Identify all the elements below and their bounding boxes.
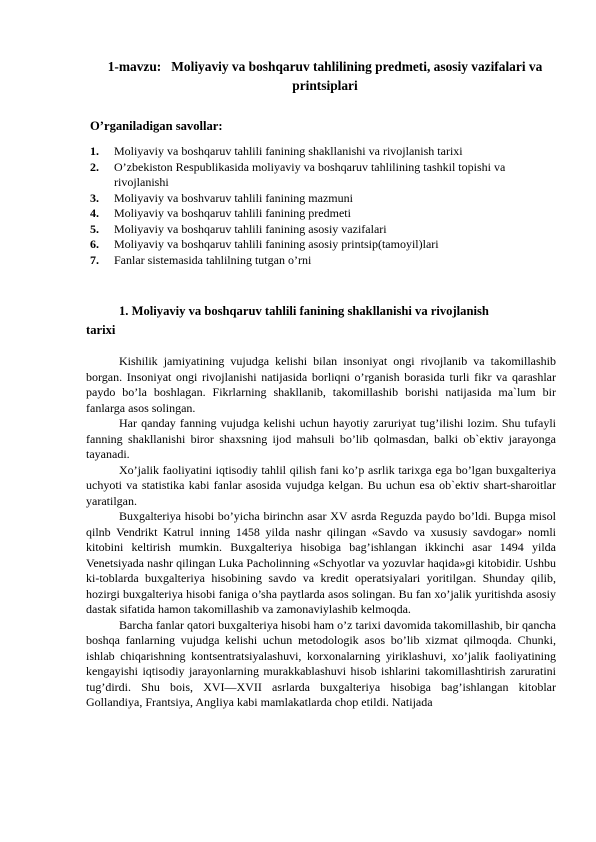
item-number: 5. <box>90 221 99 236</box>
item-text: O’zbekiston Respublikasida moliyaviy va boshqaruv tahlilining tashkil topishi va rivojlanishi <box>114 159 506 189</box>
item-text: Moliyaviy va boshqaruv tahlili fanining asosiy printsip(tamoyil)lari <box>114 237 439 251</box>
questions-heading: O’rganiladigan savollar: <box>90 119 223 133</box>
paragraph: Kishilik jamiyatining vujudga kelishi bilan insoniyat ongi rivojlanib va takomillashib borgan. Insoniyat ongi rivojlanishi natijasida borliqni o’rganish borasida turli fikr va qarashlar paydo bo’la boshlagan. Fikrlarning shakllanib, takomillashib borishi natijasida ma`lum bir fanlarga asos solingan. <box>86 354 556 415</box>
topic-title: Moliyaviy va boshqaruv tahlilining predmeti, asosiy vazifalari va printsiplari <box>171 59 543 93</box>
questions-list <box>90 144 560 268</box>
item-text: Moliyaviy va boshqaruv tahlili fanining predmeti <box>114 206 351 220</box>
item-number: 3. <box>90 190 99 205</box>
item-number: 1. <box>90 144 99 158</box>
topic-number: 1-mavzu: <box>107 59 162 74</box>
list-item <box>90 191 560 207</box>
item-text: Fanlar sistemasida tahlilning tutgan o’rni <box>114 252 312 267</box>
section-heading-line: tarixi <box>86 323 116 337</box>
body-text <box>86 354 556 711</box>
item-text: Moliyaviy va boshqaruv tahlili fanining shakllanishi va rivojlanish tarixi <box>114 144 463 158</box>
list-item <box>90 206 560 222</box>
item-number: 6. <box>90 237 99 251</box>
item-number: 7. <box>90 252 99 267</box>
list-item <box>90 222 560 238</box>
paragraph: Barcha fanlar qatori buxgalteriya hisobi ham o’z tarixi davomida takomillashib, bir qancha boshqa fanlarning vujudga kelishi uchun metodologik asos bo’lib xizmat qilmoqda. Chunki, ishlab chiqarishning kontsentratsiyalashuvi, korxonalarning yiriklashuvi, xo’jalik faoliyatining kengayishi iqtisodiy jarayonlarning murakkablashuvi hisob ishlarini takomillashtirish zaruratini tug’dirdi. Shu bois, XVI—XVII asrlarda buxgalteriya hisobiga bag’ishlangan kitoblar Gollandiya, Frantsiya, Angliya kabi mamlakatlarda chop etildi. Natijada <box>86 617 556 709</box>
section-heading-line: 1. Moliyaviy va boshqaruv tahlili fanining shakllanishi va rivojlanish <box>119 304 489 318</box>
item-text: Moliyaviy va boshvaruv tahlili fanining mazmuni <box>114 190 353 205</box>
list-item <box>90 237 560 253</box>
list-item <box>90 144 560 160</box>
document-title <box>100 57 550 95</box>
paragraph: Har qanday fanning vujudga kelishi uchun hayotiy zaruriyat tug’ilishi lozim. Shu tufayli fanning shakllanishi biror shaxsning ijod mahsuli bo’lib qolmasdan, balki ob`ektiv jarayonga tayanadi. <box>86 416 556 461</box>
section-heading <box>86 302 556 340</box>
item-number: 2. <box>90 159 99 174</box>
paragraph: Buxgalteriya hisobi bo’yicha birinchn asar XV asrda Reguzda paydo bo’ldi. Bupga misol qilnb Vendrikt Katrul inning 1458 yilda nashr qilingan «Savdo va xususiy savdogar» nomli kitobini keltirish mumkin. Buxgalteriya hisobiga bag’ishlangan ikkinchi asar 1494 yilda Venetsiyada nashr qilingan Luka Pacholinning «Schyotlar va yozuvlar haqida»gi kitobidir. Ushbu ki-toblarda buxgalteriya hisobining savdo va kredit operatsiyalari yoritilgan. Shunday qilib, hozirgi buxgalteriya hisobi faniga o’sha paytlarda asos solingan. Bu fan xo’jalik yuritishda asosiy dastak sifatida hamon takomillashib va zamonaviylashib kelmoqda. <box>86 509 556 616</box>
list-item <box>90 160 560 191</box>
paragraph: Xo’jalik faoliyatini iqtisodiy tahlil qilish fani ko’p asrlik tarixga ega bo’lgan buxgalteriya uchyoti va statistika kabi fanlar asosida vujudga kelgan. Bu uchun esa ob`ektiv shart-sharoitlar yaratilgan. <box>86 462 556 508</box>
list-item <box>90 253 560 269</box>
item-text: Moliyaviy va boshqaruv tahlili fanining asosiy vazifalari <box>114 221 387 236</box>
item-number: 4. <box>90 206 99 220</box>
